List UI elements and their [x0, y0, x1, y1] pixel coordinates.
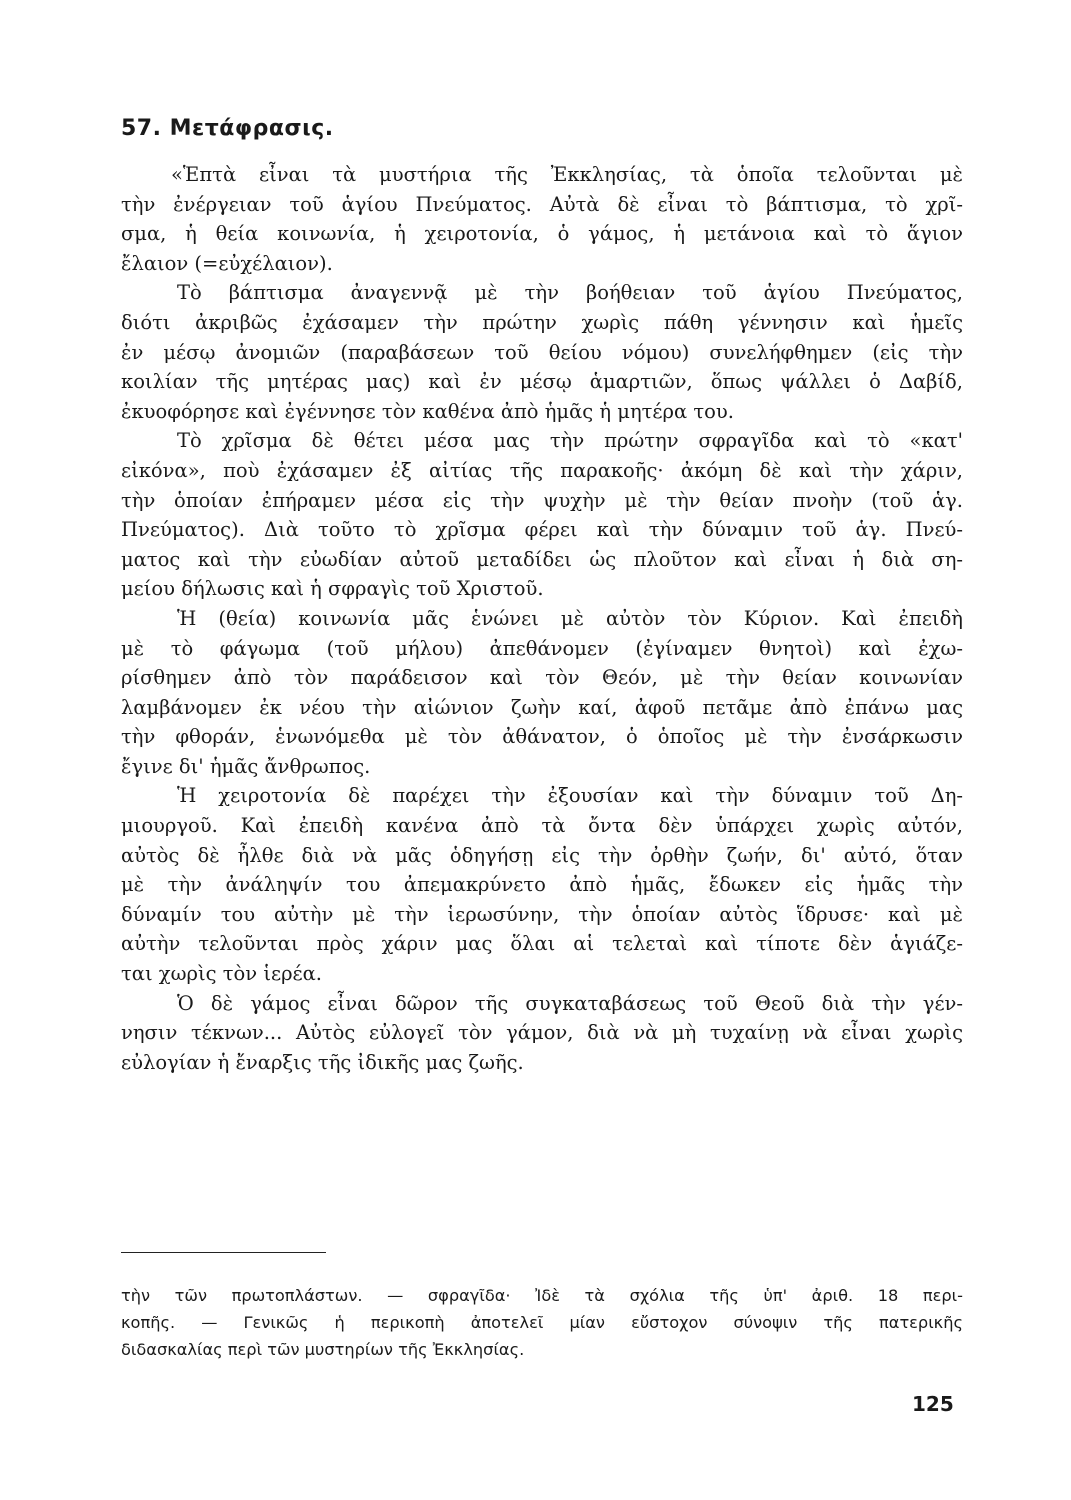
text-line: ἐν μέσῳ ἀνομιῶν (παραβάσεων τοῦ θείου νόμου) συνελήφθημεν (εἰς τὴν: [121, 340, 963, 364]
text-line: ματος καὶ τὴν εὐωδίαν αὐτοῦ μεταδίδει ὡς πλοῦτον καὶ εἶναι ἡ διὰ ση-: [121, 547, 963, 571]
text-line: ἔλαιον (=εὐχέλαιον).: [121, 251, 333, 275]
paragraph-ordination: [121, 781, 963, 988]
footnote-divider: [121, 1252, 326, 1253]
paragraph-baptism: [121, 278, 963, 426]
text-line: Τὸ βάπτισμα ἀναγεννᾷ μὲ τὴν βοήθειαν τοῦ ἁγίου Πνεύματος,: [177, 281, 963, 305]
text-line: ἔγινε δι' ἡμᾶς ἄνθρωπος.: [121, 754, 371, 778]
text-line: Ἡ χειροτονία δὲ παρέχει τὴν ἐξουσίαν καὶ τὴν δύναμιν τοῦ Δη-: [177, 784, 963, 808]
text-line: λαμβάνομεν ἐκ νέου τὴν αἰώνιον ζωὴν καί, ἀφοῦ πετᾶμε ἀπὸ ἐπάνω μας: [121, 695, 963, 719]
page-number: 125: [912, 1392, 954, 1416]
text-line: δύναμίν του αὐτὴν μὲ τὴν ἱερωσύνην, τὴν ὁποίαν αὐτὸς ἵδρυσε· καὶ μὲ: [121, 902, 963, 926]
paragraph-chrism: [121, 426, 963, 604]
paragraph-communion: [121, 604, 963, 782]
main-text: [121, 160, 963, 1077]
footnote-line: κοπῆς. — Γενικῶς ἡ περικοπὴ ἀποτελεῖ μίαν εὔστοχον σύνοψιν τῆς πατερικῆς: [121, 1313, 963, 1332]
text-line: μείου δήλωσις καὶ ἡ σφραγὶς τοῦ Χριστοῦ.: [121, 577, 544, 601]
text-line: διότι ἀκριβῶς ἐχάσαμεν τὴν πρώτην χωρὶς πάθη γέννησιν καὶ ἡμεῖς: [121, 310, 963, 334]
text-line: Ὁ δὲ γάμος εἶναι δῶρον τῆς συγκαταβάσεως τοῦ Θεοῦ διὰ τὴν γέν-: [177, 991, 963, 1015]
footnote: [121, 1282, 963, 1363]
section-heading: 57. Μετάφρασις.: [121, 116, 334, 141]
text-line: τὴν ὁποίαν ἐπήραμεν μέσα εἰς τὴν ψυχὴν μὲ τὴν θείαν πνοὴν (τοῦ ἁγ.: [121, 488, 963, 512]
text-line: μὲ τὴν ἀνάληψίν του ἀπεμακρύνετο ἀπὸ ἡμᾶς, ἔδωκεν εἰς ἡμᾶς τὴν: [121, 873, 963, 897]
text-line: νησιν τέκνων... Αὐτὸς εὐλογεῖ τὸν γάμον, διὰ νὰ μὴ τυχαίνῃ νὰ εἶναι χωρὶς: [121, 1021, 963, 1045]
text-line: μὲ τὸ φάγωμα (τοῦ μήλου) ἀπεθάνομεν (ἐγίναμεν θνητοὶ) καὶ ἐχω-: [121, 636, 963, 660]
text-line: αὐτὸς δὲ ἦλθε διὰ νὰ μᾶς ὁδηγήσῃ εἰς τὴν ὀρθὴν ζωήν, δι' αὐτό, ὅταν: [121, 843, 963, 867]
text-line: Πνεύματος). Διὰ τοῦτο τὸ χρῖσμα φέρει καὶ τὴν δύναμιν τοῦ ἁγ. Πνεύ-: [121, 518, 963, 542]
text-line: Ἡ (θεία) κοινωνία μᾶς ἑνώνει μὲ αὐτὸν τὸν Κύριον. Καὶ ἐπειδὴ: [177, 606, 963, 630]
text-line: «Ἑπτὰ εἶναι τὰ μυστήρια τῆς Ἐκκλησίας, τὰ ὁποῖα τελοῦνται μὲ: [171, 163, 963, 186]
text-line: τὴν ἐνέργειαν τοῦ ἁγίου Πνεύματος. Αὐτὰ δὲ εἶναι τὸ βάπτισμα, τὸ χρῖ-: [121, 192, 963, 216]
text-line: κοιλίαν τῆς μητέρας μας) καὶ ἐν μέσῳ ἁμαρτιῶν, ὅπως ψάλλει ὁ Δαβίδ,: [121, 370, 963, 394]
text-line: τὴν φθοράν, ἑνωνόμεθα μὲ τὸν ἀθάνατον, ὁ ὁποῖος μὲ τὴν ἐνσάρκωσιν: [121, 725, 963, 749]
text-line: ρίσθημεν ἀπὸ τὸν παράδεισον καὶ τὸν Θεόν, μὲ τὴν θείαν κοινωνίαν: [121, 666, 963, 690]
paragraph-marriage: [121, 989, 963, 1078]
text-line: εὐλογίαν ἡ ἔναρξις τῆς ἰδικῆς μας ζωῆς.: [121, 1050, 524, 1074]
text-line: μιουργοῦ. Καὶ ἐπειδὴ κανένα ἀπὸ τὰ ὄντα δὲν ὑπάρχει χωρὶς αὐτόν,: [121, 814, 963, 838]
text-line: αὐτὴν τελοῦνται πρὸς χάριν μας ὅλαι αἱ τελεταὶ καὶ τίποτε δὲν ἁγιάζε-: [121, 932, 963, 956]
text-line: ἐκυοφόρησε καὶ ἐγέννησε τὸν καθένα ἀπὸ ἡμᾶς ἡ μητέρα του.: [121, 399, 734, 423]
text-line: Τὸ χρῖσμα δὲ θέτει μέσα μας τὴν πρώτην σφραγῖδα καὶ τὸ «κατ': [177, 429, 963, 453]
paragraph-mysteries: [121, 160, 963, 278]
text-line: σμα, ἡ θεία κοινωνία, ἡ χειροτονία, ὁ γάμος, ἡ μετάνοια καὶ τὸ ἅγιον: [121, 222, 963, 246]
text-line: εἰκόνα», ποὺ ἐχάσαμεν ἐξ αἰτίας τῆς παρακοῆς· ἀκόμη δὲ καὶ τὴν χάριν,: [121, 458, 963, 482]
footnote-line: διδασκαλίας περὶ τῶν μυστηρίων τῆς Ἐκκλησίας.: [121, 1340, 525, 1359]
text-line: ται χωρὶς τὸν ἱερέα.: [121, 962, 323, 986]
footnote-line: τὴν τῶν πρωτοπλάστων. — σφραγῖδα· Ἰδὲ τὰ σχόλια τῆς ὑπ' ἀριθ. 18 περι-: [121, 1286, 963, 1305]
